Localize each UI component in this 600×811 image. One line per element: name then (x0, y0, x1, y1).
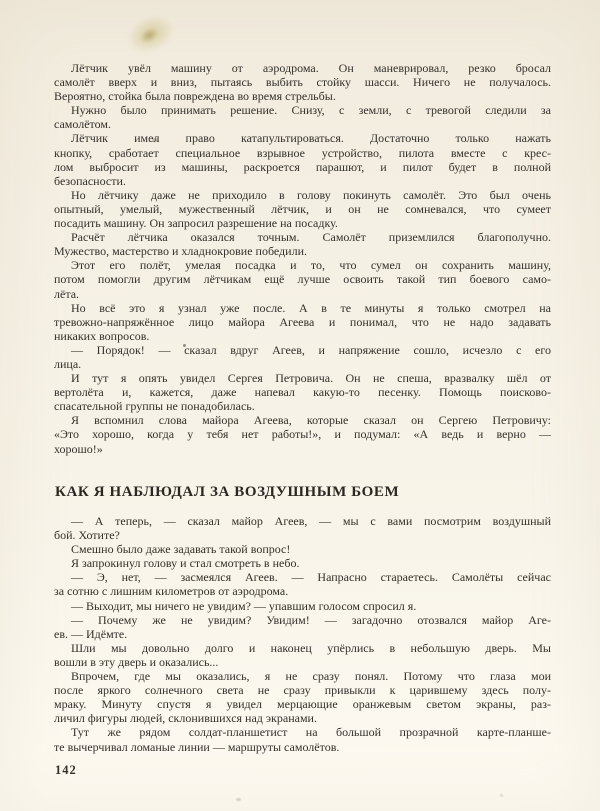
text-line: Смешно было даже задавать такой вопрос! (71, 542, 291, 557)
text-line: Тут же рядом солдат-планшетист на большой прозрачной карте-планше- (71, 725, 551, 740)
text-line: лом выбросит из машины, раскроется парашют, и пилот будет в полной (54, 159, 551, 174)
text-line: Но лётчику даже не приходило в голову покинуть самолёт. Это был очень (71, 187, 551, 202)
text-line: мраку. Минуту спустя я увидел мерцающие оранжевым светом экраны, раз- (54, 697, 551, 712)
page-number: 142 (55, 763, 77, 777)
text-line: кнопку, сработает специальное взрывное устройство, пилота вместе с крес- (54, 145, 551, 160)
text-line: посадить машину. Он запросил разрешение на посадку. (54, 216, 338, 231)
text-line: опытный, умелый, мужественный лётчик, и он не сомневался, что сумеет (54, 201, 551, 216)
body-text-lower (54, 514, 551, 754)
text-line: Этот его полёт, умелая посадка и то, что сумел он сохранить машину, (71, 258, 551, 273)
text-line: Но всё это я узнал уже после. А в те минуты я только смотрел на (71, 300, 551, 315)
text-line: никаких вопросов. (54, 328, 150, 343)
text-line: — Выходит, мы ничего не увидим? — упавшим голосом спросил я. (71, 598, 417, 613)
text-line: «Это хорошо, когда у тебя нет работы!», и подумал: «А ведь и верно — (54, 427, 551, 442)
text-line: спасательной группы не понадобилась. (54, 399, 255, 414)
text-line: бой. Хотите? (54, 528, 120, 543)
text-line: те вычерчивал ломаные линии — маршруты самолётов. (54, 739, 340, 754)
text-line: Лётчик имел право катапультироваться. Достаточно только нажать (71, 131, 551, 146)
text-line: Мужество, мастерство и хладнокровие победили. (54, 244, 307, 259)
text-line: Я вспомнил слова майора Агеева, которые сказал он Сергею Петровичу: (71, 413, 551, 428)
text-line: Шли мы довольно долго и наконец упёрлись в небольшую дверь. Мы (71, 640, 551, 655)
text-line: вертолёта и, кажется, даже напевал какую-то песенку. Помощь поисково- (54, 385, 551, 400)
paper-speck (236, 798, 241, 801)
text-line: лёта. (54, 286, 80, 301)
text-line: — А теперь, — сказал майор Агеев, — мы с вами посмотрим воздушный (71, 514, 551, 528)
text-line: Нужно было принимать решение. Снизу, с земли, с тревогой следили за (71, 103, 551, 118)
chapter-heading: КАК Я НАБЛЮДАЛ ЗА ВОЗДУШНЫМ БОЕМ (55, 484, 400, 500)
text-line: личил фигуры людей, склонившихся над экранами. (54, 711, 317, 726)
text-line: Расчёт лётчика оказался точным. Самолёт приземлился благополучно. (71, 230, 551, 245)
text-line: вошли в эту дверь и оказались... (54, 654, 219, 669)
text-line: Впрочем, где мы оказались, я не сразу понял. Потому что глаза мои (71, 669, 551, 684)
text-line: самолёт вверх и вниз, пытаясь выбить стойку шасси. Ничего не получалось. (54, 75, 551, 90)
paper-speck (500, 794, 503, 797)
text-line: Я запрокинул голову и стал смотреть в небо. (71, 556, 300, 571)
text-line: — Порядок! — сказал вдруг Агеев, и напряжение сошло, исчезло с его (71, 342, 551, 357)
text-line: Вероятно, стойка была повреждена во время стрельбы. (54, 89, 336, 104)
body-text-upper (54, 61, 551, 456)
text-line: безопасности. (54, 173, 126, 188)
text-line: потом помогли другим лётчикам ещё лучше освоить такой тип боевого само- (54, 272, 551, 287)
text-line: за сотню с лишним километров от аэродрома. (54, 584, 289, 599)
text-line: лица. (54, 356, 82, 371)
text-line: самолётом. (54, 117, 111, 132)
text-line: тревожно-напряжённое лицо майора Агеева и понимал, что не надо задавать (54, 314, 551, 329)
text-line: хорошо!» (54, 441, 103, 456)
text-line: — Почему же не увидим? Увидим! — загадочно отозвался майор Аге- (71, 612, 551, 627)
text-line: Лётчик увёл машину от аэродрома. Он маневрировал, резко бросал (71, 61, 551, 75)
text-line: — Э, нет, — засмеялся Агеев. — Напрасно стараетесь. Самолёты сейчас (71, 570, 551, 585)
text-line: И тут я опять увидел Сергея Петровича. Он не спеша, вразвалку шёл от (71, 371, 551, 386)
text-line: ев. — Идёмте. (54, 626, 128, 641)
text-line: после яркого солнечного света не сразу привыкли к царившему здесь полу- (54, 683, 551, 698)
